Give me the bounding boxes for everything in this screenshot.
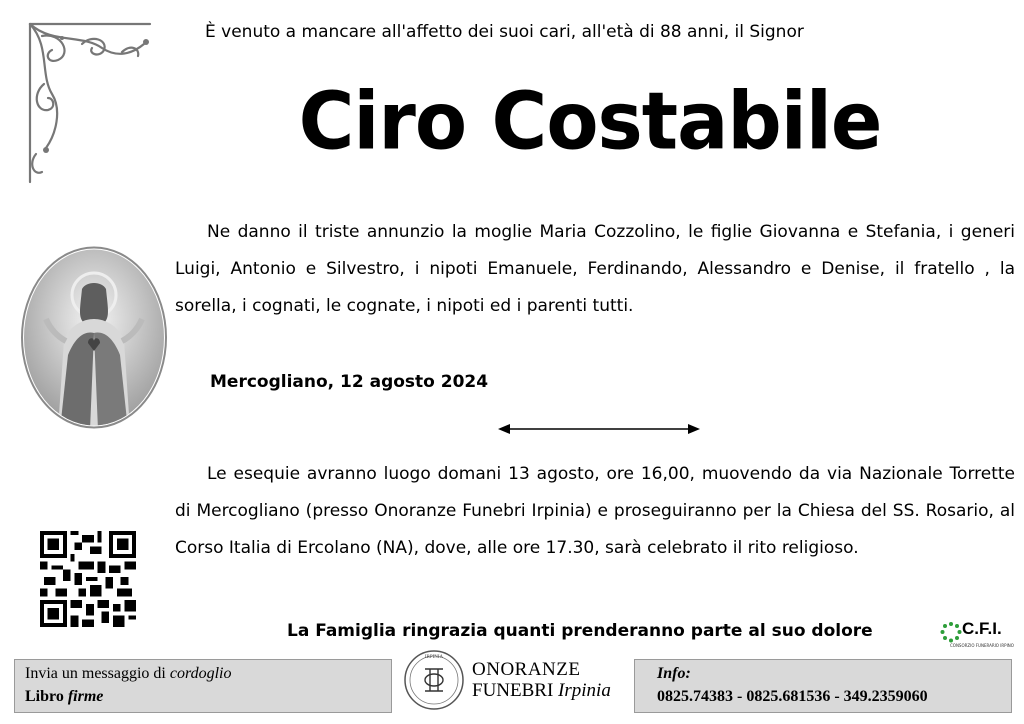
qr-code-icon[interactable] [40, 531, 136, 627]
info-label: Info: [657, 665, 691, 682]
cfi-subtitle: CONSORZIO FUNERARIO IRPINO [950, 643, 1014, 648]
guestbook-link[interactable]: Libro firme [25, 688, 104, 705]
funeral-text: Le esequie avranno luogo domani 13 agosto, ore 16,00, muovendo da via Nazionale Torrette di Mercogliano (presso Onoranze Funebri Irpinia) e proseguiranno per la Chiesa del SS. Rosario, al Corso Italia di Ercolano (NA), dove, alle ore 17.30, sarà celebrato il rito religioso. [175, 464, 1015, 558]
funeral-home-logo-icon [403, 647, 465, 711]
announcement-text: Ne danno il triste annunzio la moglie Maria Cozzolino, le figlie Giovanna e Stefania, i generi Luigi, Antonio e Silvestro, i nipoti Emanuele, Ferdinando, Alessandro e Denise, il fratello , la sorella, i cognati, le cognate, i nipoti ed i parenti tutti. [175, 222, 1015, 316]
announcement-paragraph [175, 214, 1015, 325]
deceased-name: Ciro Costabile [298, 73, 882, 168]
place-date: Mercogliano, 12 agosto 2024 [210, 372, 489, 392]
phone-numbers[interactable]: 0825.74383 - 0825.681536 - 349.2359060 [657, 688, 928, 705]
brand-line-1: ONORANZE [472, 659, 581, 680]
intro-text: È venuto a mancare all'affetto dei suoi cari, all'età di 88 anni, il Signor [205, 22, 804, 42]
send-message-link[interactable]: Invia un messaggio di cordoglio [25, 665, 232, 682]
cfi-logo-icon [940, 617, 1014, 653]
cfi-label: C.F.I. [962, 619, 1002, 638]
logo-top-text: IRPINIA [424, 655, 444, 660]
double-arrow-icon [498, 421, 700, 437]
sacred-heart-portrait [20, 245, 168, 430]
family-thanks: La Famiglia ringrazia quanti prenderanno parte al suo dolore [287, 621, 873, 641]
condolence-box[interactable] [14, 659, 392, 713]
funeral-paragraph [175, 456, 1015, 567]
brand-line-2: FUNEBRI Irpinia [472, 680, 611, 701]
cfi-ring-icon [940, 621, 962, 643]
info-box [634, 659, 1012, 713]
